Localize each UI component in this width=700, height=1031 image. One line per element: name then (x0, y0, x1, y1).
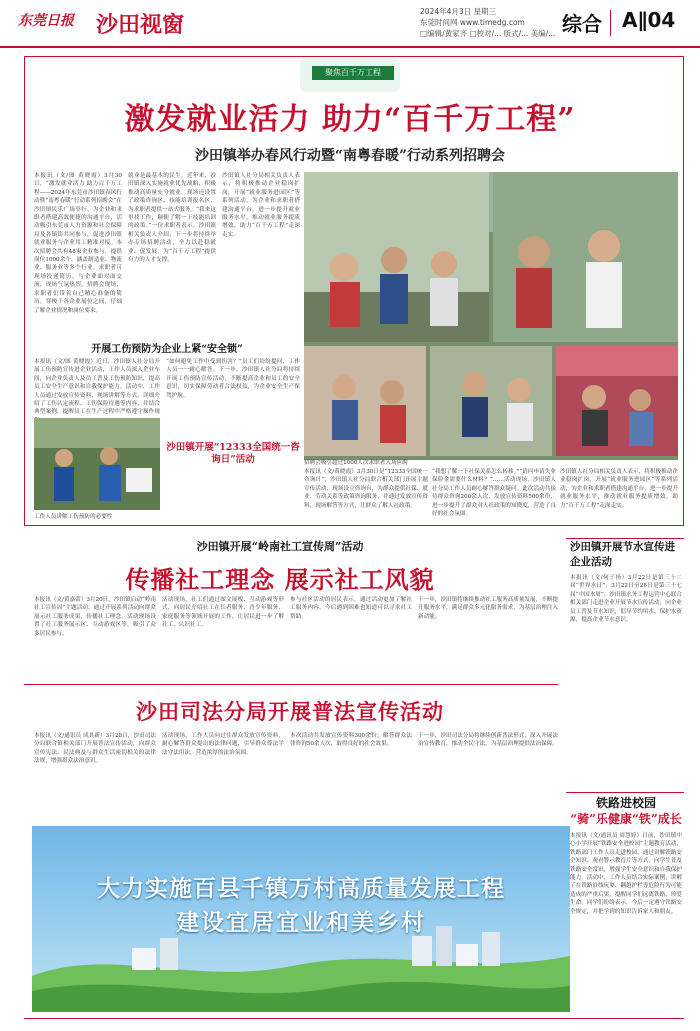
socialwork-kicker: 沙田镇开展“岭南社工宣传周”活动 (196, 540, 364, 553)
job-fair-photo-caption: 招聘会吸引超过1000人次求职者入场应聘 (304, 460, 408, 466)
legal-column-2: 活动现场，工作人员向过往群众发放宣传资料，耐心解答群众提出的法律问题，引导群众尊法学法守法用法，营造浓厚的法治氛围。 (162, 733, 284, 756)
banner-line-2: 建设宜居宜业和美乡村 (176, 909, 426, 936)
policy-banner (32, 826, 570, 1012)
section-rule (24, 684, 558, 685)
legal-column-3: 本次活动共发放宣传资料300余份，解答群众法律咨询50余人次，取得良好的社会效果。 (290, 733, 412, 748)
socialwork-column-3: 参与社区活动的居民表示，通过活动更加了解社工服务内容，今后遇到困难也知道可以寻求社工帮助。 (290, 597, 412, 620)
feature-tag: 聚焦百千万工程 (312, 66, 394, 80)
railway-headline-2: “骑”乐健康“铁”成长 (570, 812, 682, 826)
feature-column-1: 本报讯（文/图 黄晓霞）3月30日，“激发就业活力 助力百千万工程——2024年东莞市沙田镇春风行动暨“南粤春暖”行动系列招聘会”在沙田镇民乐广场举行。为企业和求职者搭建高效便捷的沟通平台，活动吸引东莞市人力资源和社会保障局及各镇街共同参与，促进沙田镇就业服务与企业用工精准对接。本次招聘会共有48家企业参与，提供岗位1000余个，涵盖制造业、物流业、服务业等多个行业。求职者可现场投递简历、与企业面对面交流，现场气氛热烈。招聘会现场，求职者们带着自己精心准备的简历，穿梭于各企业展位之间，仔细了解企业情况和岗位要求。 (34, 173, 122, 314)
issue-date: 2024年4月3日 星期三 (420, 7, 497, 16)
masthead (0, 0, 700, 48)
right-rule-top (566, 538, 684, 539)
railway-headline-1: 铁路进校园 (595, 796, 656, 810)
feature-headline: 激发就业活力 助力“百千万工程” (124, 102, 576, 137)
safety-column-1: 本报讯（文/图 黄晓霞）近日，沙田镇人社分局开展工伤预防宣传进企业活动，工作人员深入企业车间，向企业负责人及员工普及工伤预防知识，提高员工安全生产意识和自我保护能力。活动中，工作人员通过发放宣传资料、现场讲解等方式，详细介绍了工伤认定流程、工伤保险待遇等内容，并结合典型案例，提醒员工在生产过程中严格遵守操作规 (34, 359, 160, 416)
safety-photo (34, 418, 160, 510)
page-number: A∥04 (622, 8, 676, 32)
section-name: 沙田视窗 (96, 13, 185, 38)
socialwork-column-4: 下一步，沙田镇将继续推动社工服务高质量发展，不断提升服务水平，满足群众多元化服务需求，为基层治理注入新动能。 (418, 597, 558, 620)
socialwork-headline: 传播社工理念 展示社工风貌 (125, 565, 435, 594)
feature-column-6: 沙田镇人社分局相关负责人表示，将积极推动企业稳岗扩岗，开展“就业服务进园区”等系列活动，为企业和求职者搭建沟通平台，进一步提升就业服务水平，推动就业服务提质增效，助力“百千万工程”走深走实。 (560, 469, 678, 509)
socialwork-column-2: 活动现场，社工们通过图文展板、互动游戏等形式，向居民介绍社工在长者服务、青少年服务、家庭服务等领域开展的工作，让居民进一步了解社工、认识社工。 (162, 597, 284, 629)
feature-column-2: 就业是最基本的民生。近年来，沙田镇深入实施就业优先战略，积极推动高质量充分就业。现场还设置了政策咨询区、技能培训报名区，为求职者提供一站式服务。“我来这里找工作，顺便了解一下技能培训的政策。”一位求职者表示。沙田镇相关负责人介绍，下一步将持续举办专场招聘活动，全力以赴稳就业、促发展，为“百千万工程”提供有力的人才支撑。 (128, 173, 216, 264)
water-saving-column: 本报讯（文/何子扬）3月22日是第三十二届“世界水日”，3月22日至28日是第三十七届“中国水周”。沙田镇水务工程运营中心联合相关部门走进企业开展节水宣传活动，向企业员工普及节水知识，倡导节约用水、保护水资源，提高企业节水意识。 (570, 575, 683, 624)
feature-column-5: “我想了解一下社保关系怎么转移。”“请问申请失业保险金需要什么材料？”……活动现场，沙田镇人社分局工作人员耐心解答群众疑问。此次活动共接待群众咨询200余人次，发放宣传资料500余份，进一步提升了群众对人社政策的知晓度，营造了良好的社会氛围。 (432, 469, 556, 518)
feature-column-3: 沙田镇人社分局相关负责人表示，将积极推动企业稳岗扩岗，开展“就业服务进园区”等系列活动，为企业和求职者搭建沟通平台，进一步提升就业服务水平，推动就业服务提质增效，助力“百千万工程”走深走实。 (222, 173, 300, 238)
railway-column: 本报讯（文/通讯员 周慧婷）日前，沙田镇中心小学开展“铁路安全进校园”主题教育活动，铁路部门工作人员走进校园，通过讲解铁路安全知识、观看警示教育片等方式，向学生普及铁路安全常识，增强学生安全意识和自我保护能力。活动中，工作人员结合实际案例，讲解了在铁路沿线玩耍、翻越护栏等危险行为可能造成的严重后果，提醒同学们远离铁路、珍爱生命。同学们纷纷表示，今后一定遵守铁路安全规定，并把学到的知识告诉家人和朋友。 (570, 833, 683, 915)
banner-line-1: 大力实施百县千镇万村高质量发展工程 (97, 875, 505, 902)
consult-day-headline: 沙田镇开展“12333全国统一咨询日”活动 (166, 442, 300, 465)
issue-meta (420, 6, 555, 39)
masthead-divider (610, 10, 611, 36)
newspaper-logo: 东莞日报 (18, 13, 74, 29)
legal-column-4: 下一步，沙田司法分局将继续创新普法形式，深入开展法治宣传教育，推动全民守法，为基层治理提供法治保障。 (418, 733, 558, 748)
water-saving-headline: 沙田镇开展节水宣传进企业活动 (570, 541, 675, 568)
legal-headline: 沙田司法分局开展普法宣传活动 (136, 699, 444, 724)
safety-photo-art (34, 418, 160, 510)
legal-column-1: 本报讯（文/通讯员 成其新）3月28日，沙田司法分局联合镇相关部门开展普法宣传活动，向群众宣传宪法、民法典及与群众生活密切相关的法律法规，增强群众法治意识。 (34, 733, 156, 765)
page-category: 综合 (562, 12, 602, 36)
safety-photo-caption: 工作人员讲解工伤预防的必要性 (34, 514, 113, 520)
feature-column-4: 本报讯（文/黄晓霞）3月30日是“12333全国统一咨询日”，沙田镇人社分局联合相关部门开展主题宣传活动，现场设立咨询台，为群众提供社保、就业、劳动关系等政策咨询服务，并通过发放宣传资料、现场解答等方式，让群众了解人社政策。 (304, 469, 428, 509)
page-footer-rule (24, 1018, 684, 1019)
feature-subheadline: 沙田镇举办春风行动暨“南粤春暖”行动系列招聘会 (194, 148, 506, 164)
socialwork-column-1: 本报讯（文/黄嘉蕾）3月20日，沙田镇启动“岭南社工宣传周”主题活动，通过开展系列活动向群众展示社工服务成果，传播社工理念。活动现场设置了社工服务展示区、互动游戏区等，吸引了众多居民参与。 (34, 597, 156, 637)
site-info: 东莞时间网 www.timedg.com (420, 18, 525, 27)
safety-column-2: “如何避免工作中受到伤害？”员工们纷纷提问，工作人员一一耐心解答。下一步，沙田镇人社分局将持续开展工伤预防宣传活动，不断提高企业和员工的安全意识，切实保障劳动者合法权益，为企业安全生产保驾护航。 (166, 359, 300, 399)
right-rule-bottom (566, 792, 684, 793)
editor-info: □编辑/黄家齐 □校对/... 版式/... 美编/... (420, 29, 556, 38)
safety-headline: 开展工伤预防为企业上紧“安全锁” (91, 344, 243, 355)
